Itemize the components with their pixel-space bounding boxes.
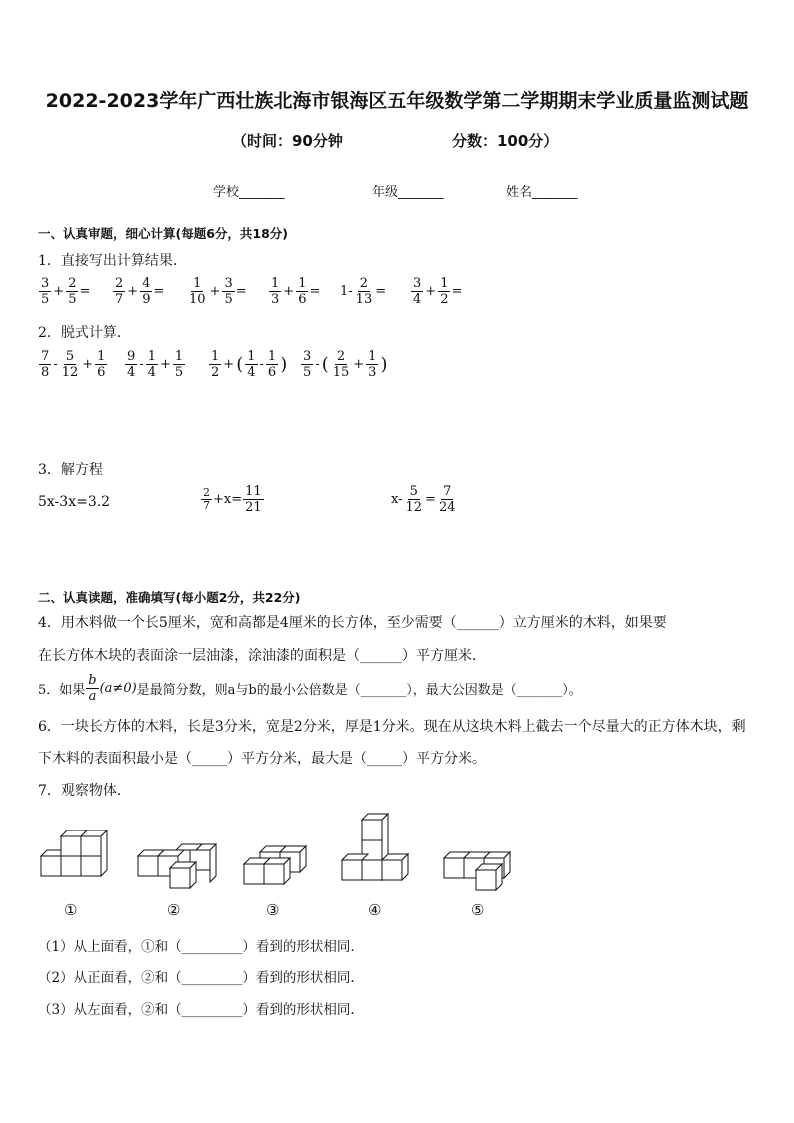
figure-label-3: ③ xyxy=(266,901,280,919)
q1-expression: $\frac{3}{4}$ + $\frac{1}{2}$ = xyxy=(413,276,463,307)
school-field: 学校_______ xyxy=(213,185,285,200)
q2-title: 2．脱式计算． xyxy=(38,325,131,341)
q4-line2: 在长方体木块的表面涂一层油漆，涂油漆的面积是（______）平方厘米． xyxy=(38,648,486,664)
q7-title: 7．观察物体． xyxy=(38,783,131,799)
figure-label-2: ② xyxy=(167,901,181,919)
figure-label-4: ④ xyxy=(368,901,382,919)
equation-3 xyxy=(391,484,459,515)
q5-condition: (a≠0) xyxy=(99,681,137,696)
cube-figure-2 xyxy=(136,838,220,890)
q2-expression: $\frac{1}{2}$ + ( $\frac{1}{4}$ - $\frac{1}{6}$ ) xyxy=(211,349,288,380)
q1-expression: $\frac{1}{10}$ + $\frac{3}{5}$ = xyxy=(189,276,247,307)
q5-suffix: 是最简分数，则a与b的最小公倍数是（_______），最大公因数是（_______）。 xyxy=(136,683,582,698)
q1-expression: $\frac{1}{3}$ + $\frac{1}{6}$ = xyxy=(271,276,321,307)
q7-sub-2: （2）从正面看，②和（_________）看到的形状相同. xyxy=(38,970,355,986)
figure-label-5: ⑤ xyxy=(471,901,485,919)
eq3-prefix: x- xyxy=(391,492,403,507)
q1-expression: 1- $\frac{2}{13}$ = xyxy=(340,276,387,307)
eq2-middle: +x= xyxy=(213,492,243,507)
section1-heading: 一、认真审题，细心计算(每题6分，共18分) xyxy=(38,226,289,241)
q6-line2: 下木料的表面积最小是（_____）平方分米，最大是（_____）平方分米。 xyxy=(38,751,486,767)
q5-prefix: 5．如果 xyxy=(38,683,86,698)
grade-field: 年级_______ xyxy=(372,185,444,200)
cube-figure-5 xyxy=(442,846,516,892)
page-title: 2022-2023学年广西壮族北海市银海区五年级数学第二学期期末学业质量监测试题 xyxy=(45,90,749,112)
q4-line1: 4．用木料做一个长5厘米，宽和高都是4厘米的长方体，至少需要（______）立方厘米的木料，如果要 xyxy=(38,615,667,631)
q3-title: 3．解方程 xyxy=(38,462,103,478)
eq2-left-fraction: $\frac{2}{7}$ xyxy=(203,486,210,512)
q1-expression: $\frac{3}{5}$ + $\frac{2}{5}$ = xyxy=(41,276,91,307)
time-label: （时间：90分钟 xyxy=(232,132,343,150)
eq3-right-fraction: $\frac{7}{24}$ xyxy=(438,484,456,515)
equation-2 xyxy=(200,484,265,515)
cube-figure-4 xyxy=(340,812,414,886)
section2-heading: 二、认真读题，准确填写(每小题2分，共22分) xyxy=(38,590,301,605)
q2-expression: $\frac{3}{5}$ - ( $\frac{2}{15}$ + $\frac{1}{3}$ ) xyxy=(303,349,388,380)
eq3-middle: = xyxy=(425,492,436,507)
q7-sub-1: （1）从上面看，①和（_________）看到的形状相同. xyxy=(38,939,355,955)
q2-expression: $\frac{9}{4}$ - $\frac{1}{4}$ + $\frac{1}{5}$ xyxy=(127,349,184,380)
eq3-left-fraction: $\frac{5}{12}$ xyxy=(405,484,423,515)
q1-expression: $\frac{2}{7}$ + $\frac{4}{9}$ = xyxy=(115,276,165,307)
q1-title: 1．直接写出计算结果． xyxy=(38,253,187,269)
q5-line xyxy=(38,673,582,704)
equation-1: 5x-3x=3.2 xyxy=(38,494,111,510)
q6-line1: 6．一块长方体的木料，长是3分米，宽是2分米，厚是1分米。现在从这块木料上截去一个尽量大的正方体木块，剩 xyxy=(38,719,746,735)
figure-label-1: ① xyxy=(64,901,78,919)
q7-sub-3: （3）从左面看，②和（_________）看到的形状相同. xyxy=(38,1002,355,1018)
score-label: 分数：100分） xyxy=(452,132,559,150)
name-field: 姓名_______ xyxy=(506,185,578,200)
q5-fraction: $\frac{b}{a}$ xyxy=(88,673,97,704)
q2-expression: $\frac{7}{8}$ - $\frac{5}{12}$ + $\frac{1}{6}$ xyxy=(41,349,106,380)
cube-figure-3 xyxy=(242,840,322,890)
eq2-right-fraction: $\frac{11}{21}$ xyxy=(245,484,262,515)
cube-figure-1 xyxy=(36,830,110,884)
